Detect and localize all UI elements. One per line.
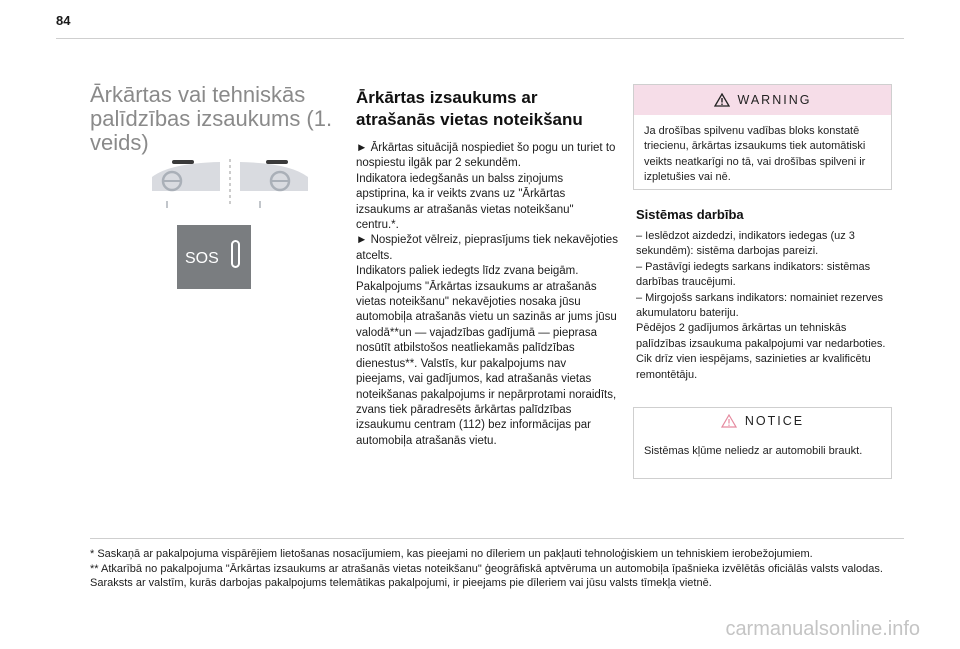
paragraph: Indikators paliek iedegts līdz zvana beigām.	[356, 265, 579, 278]
paragraph: ► Ārkārtas situācijā nospiediet šo pogu un turiet to nospiestu ilgāk par 2 sekundēm.	[356, 142, 616, 170]
sos-icon	[177, 225, 251, 289]
paragraph: Indikatora iedegšanās un balss ziņojums apstiprina, ka ir veikts zvans uz "Ārkārtas izsaukums ar atrašanās vietas noteikšanu" centru.*.	[356, 172, 574, 232]
warning-triangle-icon	[714, 93, 730, 107]
paragraph: Pēdējos 2 gadījumos ārkārtas un tehniskās palīdzības izsaukuma pakalpojumi var nedarboties.	[636, 322, 886, 350]
notice-label: NOTICE	[744, 414, 805, 428]
header-divider	[56, 38, 904, 39]
watermark: carmanualsonline.info	[725, 618, 920, 640]
system-body	[636, 229, 892, 383]
paragraph: – Ieslēdzot aizdedzi, indikators iedegas (uz 3 sekundēm): sistēma darbojas pareizi.	[636, 230, 855, 258]
paragraph: Cik drīz vien iespējams, sazinieties ar kvalificētu remontētāju.	[636, 353, 871, 381]
warning-box	[633, 84, 892, 190]
paragraph: – Pastāvīgi iedegts sarkans indikators: sistēmas darbības traucējumi.	[636, 260, 871, 289]
warning-label: WARNING	[737, 93, 812, 107]
sos-label: SOS	[185, 250, 219, 267]
notice-box	[633, 407, 892, 479]
system-heading: Sistēmas darbība	[636, 207, 744, 222]
paragraph: Pakalpojums "Ārkārtas izsaukums ar atrašanās vietas noteikšanu" nekavējoties nosaka jūsu automobiļa atrašanās vietu un sazinās ar jums jūsu valodā**un — vajadzības gadījumā — pieprasa nosūtīt atbilstošos neatliekamās palīdzības dienestus**. Valstīs, kur pakalpojums nav pieejams, vai gadījumos, kad atrašanās vietas noteikšanas pakalpojums ir nepārprotami noraidīts, zvans tiek pāradresēts ārkārtas palīdzības izsaukumu centram (112) bez informācijas par automobiļa atrašanās vietu.	[356, 280, 617, 447]
footnote: ** Atkarībā no pakalpojuma "Ārkārtas izsaukums ar atrašanās vietas noteikšanu" ģeogrāfiskā aptvēruma un automobiļa īpašnieka izvēlētās oficiālās valsts valodas.	[90, 562, 883, 575]
footnotes	[90, 547, 894, 591]
footnote: * Saskaņā ar pakalpojuma vispārējiem lietošanas nosacījumiem, kas pieejami no dīleriem un pakļauti tehnoloģiskiem un tehniskiem ierobežojumiem.	[90, 548, 813, 560]
emergency-call-body	[356, 141, 618, 449]
notice-text: Sistēmas kļūme neliedz ar automobili braukt.	[644, 445, 863, 457]
sos-button	[177, 225, 251, 289]
dashboard-diagram	[150, 155, 310, 211]
footnote: Saraksts ar valstīm, kurās darbojas pakalpojums telemātikas pakalpojumi, ir pieejams pie dīleriem vai jūsu valsts tīmekļa vietnē.	[90, 577, 712, 590]
page-number: 84	[56, 13, 71, 28]
notice-header	[634, 408, 891, 434]
emergency-call-title: Ārkārtas izsaukums ar atrašanās vietas noteikšanu	[356, 88, 583, 129]
paragraph: ► Nospiežot vēlreiz, pieprasījums tiek nekavējoties atcelts.	[356, 234, 618, 262]
footnote-divider	[90, 538, 904, 539]
paragraph: – Mirgojošs sarkans indikators: nomainiet rezerves akumulatoru bateriju.	[636, 291, 883, 320]
section-title: Ārkārtas vai tehniskās palīdzības izsaukums (1. veids)	[90, 82, 333, 155]
warning-header	[634, 85, 891, 115]
warning-text: Ja drošības spilvenu vadības bloks konstatē triecienu, ārkārtas izsaukums tiek automātiski veikts neatkarīgi no tā, vai drošības spilveni ir izpletušies vai nē.	[644, 125, 866, 184]
notice-triangle-icon	[721, 414, 737, 428]
